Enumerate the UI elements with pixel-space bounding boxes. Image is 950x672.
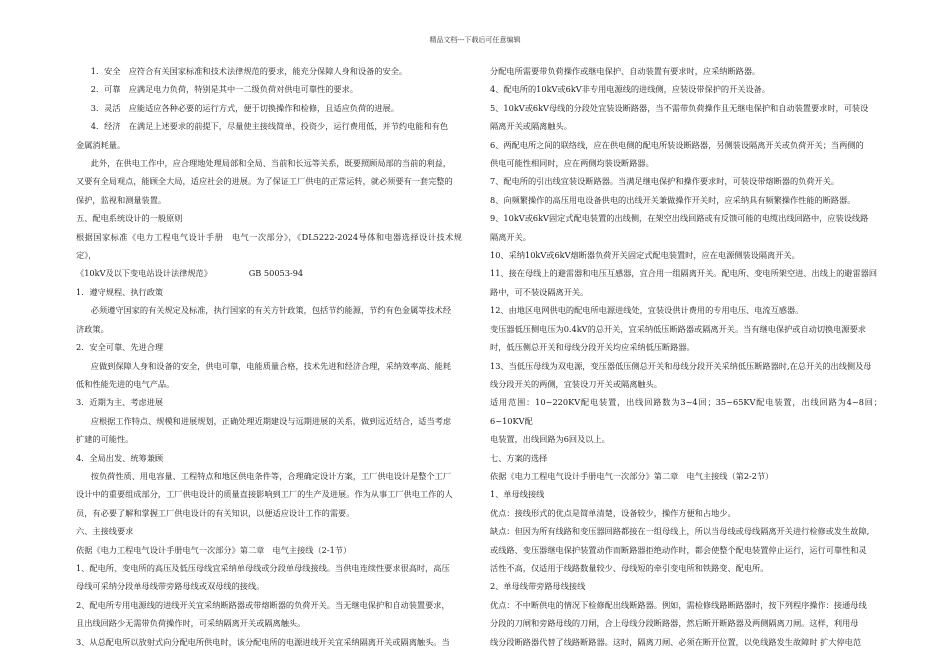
right-column-line: 12、由地区电网供电的配电所电源进线处，宜装设供计费用的专用电压、电流互感器。 [490, 305, 804, 316]
left-column-line: 3、从总配电所以放射式向分配电所供电时，该分配电所的电源进线开关宜采纳隔离开关或隔离触头。当 [76, 636, 450, 647]
right-column-line: 8、向频繁操作的高压用电设备供电的出线开关兼做操作开关时，应采纳具有频繁操作性能的断路器。 [490, 194, 856, 205]
left-column-line: 1．安全 应符合有关国家标准和技术法律规范的要求，能充分保障人身和设备的安全。 [90, 66, 408, 76]
right-column-line: 优点：不中断供电的情况下检修配出线断路器。例如，需检修线路断路器时，按下列程序操作：接通母线 [490, 599, 867, 610]
left-column-line: 金属消耗量。 [76, 139, 126, 150]
right-column [490, 62, 882, 651]
page-header: 精品文档---下载后可任意编辑 [429, 36, 521, 44]
right-column-line: 5、10kV或6kV母线的分段处宜装设断路器，当不需带负荷操作且无继电保护和自动装置要求时，可装设 [490, 102, 869, 113]
right-column-line: 6、两配电所之间的联络线，应在供电侧的配电所装设断路器，另侧装设隔离开关或负荷开关；当两侧的 [490, 139, 864, 150]
left-column-line: 3．近期为主、考虑进展 [76, 397, 164, 408]
left-column [76, 62, 462, 651]
left-column-line: 依据《电力工程电气设计手册电气一次部分》第二章 电气主接线（2-1节） [76, 544, 352, 555]
right-column-line: 时，低压侧总开关和母线分段开关均应采纳低压断路器。 [490, 342, 695, 353]
left-column-line: 2．可靠 应满足电力负荷，特别是其中一二级负荷对供电可靠性的要求。 [90, 84, 358, 95]
right-column-line: 分配电所需要带负荷操作或继电保护、自动装置有要求时，应采纳断路器。 [490, 66, 761, 76]
left-column-line: 设计中的重要组成部分，工厂供电设计的质量直接影响到工厂的生产及进展。作为从事工厂供电工作的人 [76, 489, 453, 500]
left-column-line: 扩建的可能性。 [76, 434, 134, 445]
right-column-line: 依据《电力工程电气设计手册电气一次部分》第二章 电气主接线（第2-2节） [490, 470, 774, 481]
right-column-line: 优点：接线形式的优点是简单清楚，设备较少，操作方便和占地少。 [490, 507, 736, 518]
right-column-line: 4、配电所的10kV或6kV非专用电源线的进线侧，应装设带保护的开关设备。 [490, 84, 771, 95]
left-column-line: 3．灵活 应能适应各种必要的运行方式，便于切换操作和检修，且适应负荷的进展。 [90, 102, 399, 113]
right-column-line: 线分段断路器代替了线路断路器。这时，隔离刀闸、必须在断开位置，以免线路发生故障时 扩大停电范 [490, 636, 862, 647]
left-column-line: 根据国家标准《电力工程电气设计手册 电气一次部分》，《DL5222-2024导体和电器选择设计技术规定》， [76, 231, 462, 261]
right-column-line: 10、采纳10kV或6kV熔断器负荷开关固定式配电装置时，应在电源侧装设隔离开关。 [490, 250, 800, 261]
left-column-line: 又要有全局观点，能顾全大局，适应社会的进展。为了保证工厂供电的正常运转，就必须要有一套完整的 [76, 176, 453, 187]
left-column-line: 2．安全可靠、先进合理 [76, 342, 164, 353]
right-column-line: 七、方案的选择 [490, 452, 548, 463]
left-column-line: 按负荷性质、用电容量、工程特点和地区供电条件等，合理确定设计方案，工厂供电设计是整个工厂 [90, 470, 452, 481]
left-column-line: 4．全局出发、统筹兼顾 [76, 452, 164, 463]
left-column-line: 母线可采纳分段单母线带旁路母线或双母线的接线。 [76, 581, 265, 592]
right-column-line: 缺点：但因为所有线路和变压器回路都接在一组母线上，所以当母线或母线隔离开关进行检修或发生故障, [490, 526, 870, 537]
left-column-line: 应做到保障人身和设备的安全，供电可靠，电能质量合格，技术先进和经济合理，采纳效率高、能耗 [90, 360, 452, 371]
left-column-line: 保护，监视和测量装置。 [76, 194, 167, 205]
left-column-line: 员，有必要了解和掌握工厂供电设计的有关知识，以便适应设计工作的需要。 [76, 507, 355, 518]
left-column-line: 济政策。 [76, 323, 109, 334]
left-column-line: 1．遵守规程、执行政策 [76, 286, 164, 297]
right-column-line: 13、当低压母线为双电源，变压器低压侧总开关和母线分段开关采纳低压断路器时,在总开关的出线侧及母 [490, 360, 872, 371]
left-column-line: 且出线回路少无需带负荷操作时，可采纳隔离开关或隔离触头。 [76, 618, 306, 629]
right-column-line: 7、配电所的引出线宜装设断路器。当满足继电保护和操作要求时，可装设带熔断器的负荷开关。 [490, 176, 840, 187]
left-column-line: 六、主接线要求 [76, 526, 134, 537]
right-column-line: 分段的刀闸和旁路母线的刀闸，合上母线分段断路器，然后断开断路器及两侧隔离刀闸。这样，利用母 [490, 618, 859, 629]
right-column-line: 适用范围：10~220KV配电装置，出线回路数为3~4回；35~65KV配电装置，出线回路为4~8回；6~10KV配 [490, 397, 882, 426]
right-column-line: 线分段开关的两侧，宜装设刀开关或隔离触头。 [490, 378, 662, 389]
right-column-line: 1、单母线接线 [490, 489, 545, 500]
right-column-line: 隔离开关。 [490, 231, 531, 242]
right-column-line: 供电可能性相同时，应在两侧均装设断路器。 [490, 158, 654, 169]
right-column-line: 11、接在母线上的避雷器和电压互感器，宜合用一组隔离开关。配电所、变电所架空进、出线上的避雷器回 [490, 268, 878, 279]
left-column-line: 此外，在供电工作中，应合理地处理局部和全局、当前和长远等关系，既要照顾局部的当前的利益， [90, 158, 452, 169]
right-column-line: 2、单母线带旁路母线接线 [490, 581, 586, 592]
left-column-line: 《10kV及以下变电站设计法律规范》 GB 50053-94 [76, 268, 304, 279]
right-column-line: 路中，可不装设隔离开关。 [490, 286, 589, 297]
left-column-line: 4．经济 在满足上述要求的前提下，尽量使主接线简单，投资少，运行费用低，并节约电能和有色 [90, 121, 449, 132]
right-column-line: 或线路、变压器继电保护装置动作而断路器拒绝动作时，都会使整个配电装置停止运行，运行可靠性和灵 [490, 544, 867, 555]
left-column-line: 2、配电所专用电源线的进线开关宜采纳断路器或带熔断器的负荷开关。当无继电保护和自动装置要求， [76, 599, 450, 610]
left-column-line: 低和性能先进的电气产品。 [76, 378, 175, 389]
right-column-line: 电装置，出线回路为6回及以上。 [490, 434, 610, 445]
left-column-line: 必须遵守国家的有关规定及标准，执行国家的有关方针政策，包括节约能源，节约有色金属等技术经 [90, 305, 452, 316]
right-column-line: 变压器低压侧电压为0.4kV的总开关，宜采纳低压断路器或隔离开关。当有继电保护或自动切换电源要求 [490, 323, 866, 334]
left-column-line: 应根据工作特点、规模和进展规划，正确处理近期建设与远期进展的关系，做到远近结合，适当考虑 [90, 415, 452, 426]
right-column-line: 活性不高，仅适用于线路数量较少、母线短的牵引变电所和铁路变、配电所。 [490, 562, 769, 573]
right-column-line: 9、10kV或6kV固定式配电装置的出线侧，在架空出线回路或有反馈可能的电缆出线回路中，应装设线路 [490, 213, 869, 224]
left-column-line: 五、配电系统设计的一般原则 [76, 213, 183, 224]
left-column-line: 1、配电所、变电所的高压及低压母线宜采纳单母线或分段单母线接线。当供电连续性要求很高时，高压 [76, 562, 450, 573]
right-column-line: 隔离开关或隔离触头。 [490, 121, 572, 132]
